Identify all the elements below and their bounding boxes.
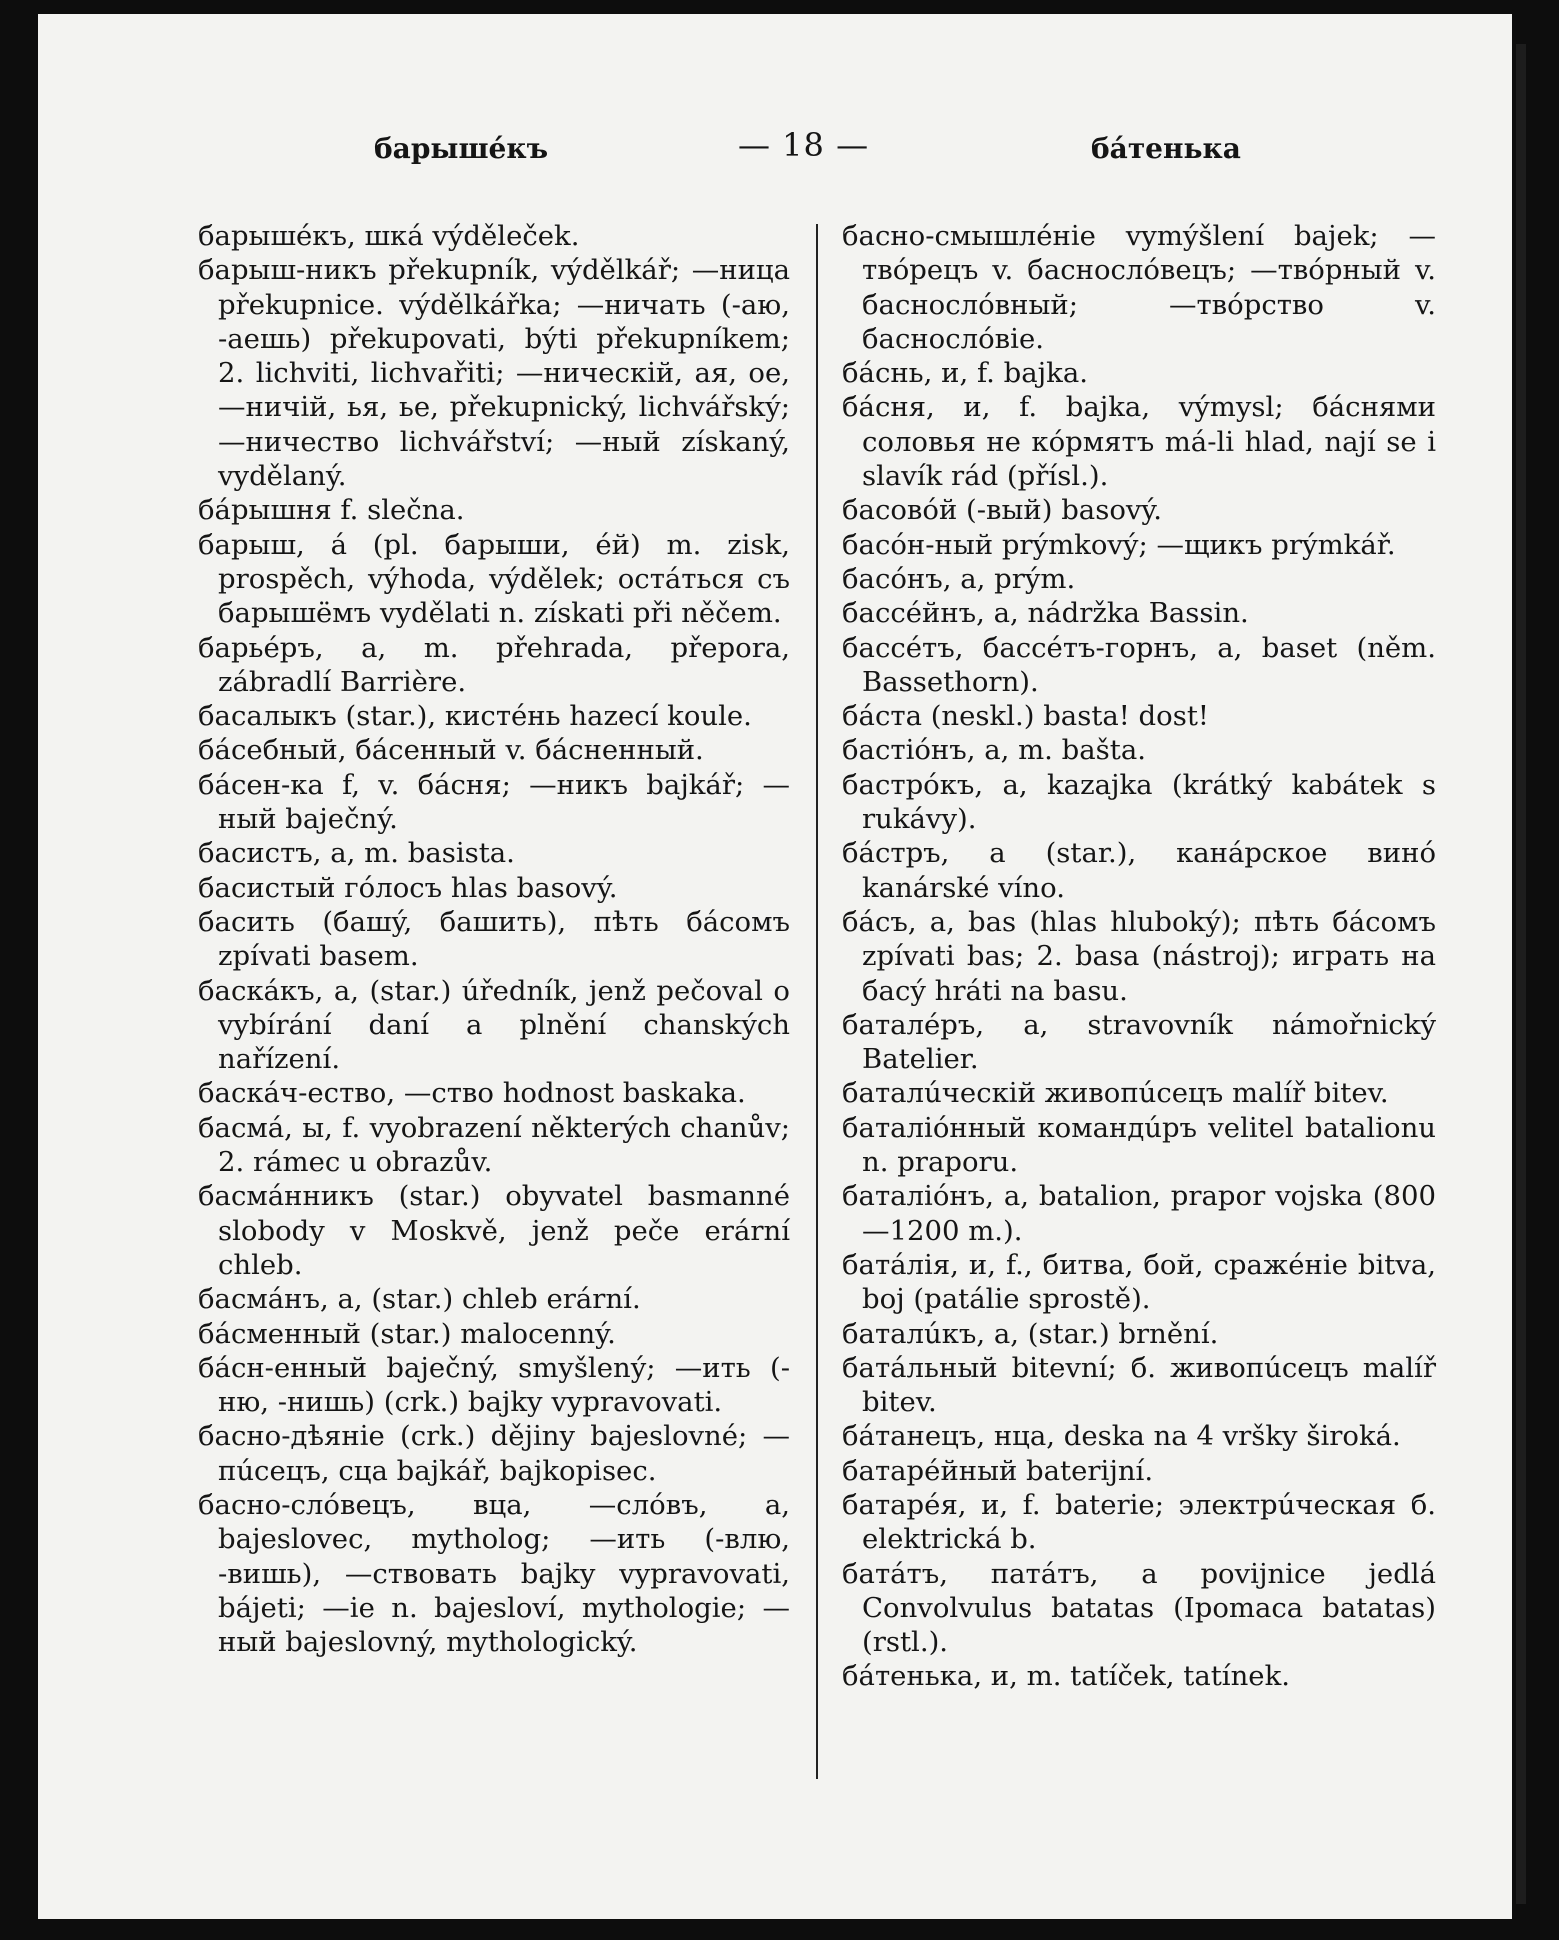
dictionary-entry: бáсебный, бáсенный v. бáсненный. [198, 734, 704, 767]
dictionary-entry: басовóй (-вый) basový. [842, 494, 1163, 527]
dictionary-entry: батарéйный baterijní. [842, 1454, 1154, 1487]
dictionary-entry: баталúкъ, a, (star.) brnění. [842, 1317, 1219, 1350]
dictionary-entry: баталіóнный командúръ velitel batalionu n. praporu. [842, 1111, 1436, 1179]
dictionary-entry: бáсъ, a, bas (hlas hluboký); пѣть бáсомъ zpívati bas; 2. basa (nástroj); играть на басý hráti na basu. [842, 905, 1436, 1007]
dictionary-entry: бáсня, и, f. bajka, výmysl; бáснями соловья не кóрмятъ má-li hlad, nají se i slavík rád (přísl.). [842, 391, 1436, 493]
dictionary-entry: батарéя, и, f. baterie; электрúческая б. elektrická b. [842, 1488, 1436, 1556]
dictionary-entry: басмá, ы, f. vyobrazení některých chanův; 2. rámec u obrazův. [198, 1111, 790, 1179]
dictionary-entry: бáснь, и, f. bajka. [842, 357, 1088, 390]
dictionary-entry: бассéйнъ, a, nádržka Bassin. [842, 597, 1249, 630]
dictionary-entry: баскáкъ, a, (star.) úředník, jenž pečoval o vybírání daní a plnění chanských nařízení. [198, 974, 790, 1076]
dictionary-entry: батáлія, и, f., битва, бой, сражéніе bitva, boj (patálie sprostě). [842, 1248, 1436, 1316]
dictionary-entry: басно-слóвецъ, вца, —слóвъ, a, bajeslovec, mytholog; —ить (-влю, -вишь), —ствовать bajky vypravovati, bájeti; —іе n. bajesloví, mythologie; —ный bajeslovný, mythologický. [198, 1488, 790, 1659]
page-number: — 18 — [738, 126, 870, 164]
dictionary-entry: бáсен-ка f, v. бáсня; —никъ bajkář; —ный baječný. [198, 768, 790, 836]
right-column [842, 219, 1436, 1694]
dictionary-entry: басить (башý, башить), пѣть бáсомъ zpívati basem. [198, 905, 790, 973]
dictionary-entry: басмáнъ, a, (star.) chleb erární. [198, 1283, 641, 1316]
dictionary-entry: басистъ, a, m. basista. [198, 837, 515, 870]
dictionary-entry: бáстръ, a (star.), канáрское винó kanárské víno. [842, 837, 1436, 904]
dictionary-entry: басистый гóлосъ hlas basový. [198, 871, 618, 904]
dictionary-entry: бáтанецъ, нца, deska na 4 vršky široká. [842, 1420, 1401, 1453]
dictionary-entry: баталіóнъ, a, batalion, prapor vojska (800—1200 m.). [842, 1180, 1436, 1247]
running-head-right: бáтенька [1091, 132, 1241, 165]
dictionary-entry: басóн-ный prýmkový; —щикъ prýmkář. [842, 528, 1396, 561]
dictionary-entry: басмáнникъ (star.) obyvatel basmanné slobody v Moskvě, jenž peče erární chleb. [198, 1180, 790, 1281]
dictionary-entry: баталúческій живопúсецъ malíř bitev. [842, 1077, 1389, 1110]
dictionary-entry: бáрышня f. slečna. [198, 494, 465, 527]
dictionary-entry: барыш, á (pl. барыши, éй) m. zisk, prospěch, výhoda, výdělek; остáться съ барышёмъ vydělati n. získati při něčem. [198, 528, 790, 630]
dictionary-entry: бастіóнъ, a, m. bašta. [842, 734, 1146, 767]
dictionary-entry: басалыкъ (star.), кистéнь hazecí koule. [198, 700, 752, 733]
dictionary-entry: баталéръ, a, stravovník námořnický Batelier. [842, 1008, 1436, 1076]
dictionary-entry: бассéтъ, бассéтъ-горнъ, a, baset (něm. Bassethorn). [842, 631, 1436, 698]
dictionary-entry: бáсменный (star.) malocenný. [198, 1317, 616, 1350]
dictionary-entry: бáтенька, и, m. tatíček, tatínek. [842, 1660, 1290, 1693]
running-head-left: барышéкъ [374, 132, 549, 165]
dictionary-entry: барыш-никъ překupník, výdělkář; —ница překupnice. výdělkářka; —ничать (-аю, -аешь) překupovati, býti překupníkem; 2. lichviti, lichvařiti; —ническій, ая, ое, —ничій, ья, ье, překupnický, lichvářský; —ничество lichvářství; —ный získaný, vydělaný. [198, 254, 790, 493]
dictionary-entry: барышéкъ, шкá výdělеček. [198, 220, 580, 252]
dictionary-page [38, 14, 1512, 1919]
dictionary-entry: басно-смышлéніе vymýšlení bajek; —твóрецъ v. баснослóвецъ; —твóрный v. баснослóвный; —твóрство v. баснослóвіе. [842, 220, 1436, 355]
left-column [198, 219, 790, 1659]
dictionary-entry: батáльный bitevní; б. живопúсецъ malíř bitev. [842, 1351, 1436, 1419]
page-edge-shadow [1516, 44, 1526, 1904]
dictionary-entry: бáста (neskl.) basta! dost! [842, 700, 1209, 733]
dictionary-entry: батáтъ, патáтъ, a povijnice jedlá Convolvulus batatas (Ipomaca batatas) (rstl.). [842, 1557, 1436, 1659]
dictionary-entry: барьéръ, a, m. přehrada, přepora, zábradlí Barrière. [198, 631, 790, 698]
column-divider [816, 224, 818, 1779]
dictionary-entry: басóнъ, a, prým. [842, 562, 1076, 595]
dictionary-entry: бáсн-енный baječný, smyšlený; —ить (-ню, -нишь) (crk.) bajky vypravovati. [198, 1351, 790, 1419]
dictionary-entry: басно-дѣяніе (crk.) dějiny bajeslovné; —пúсецъ, сца bajkář, bajkopisec. [198, 1420, 790, 1487]
dictionary-entry: баскáч-ество, —ство hodnost baskaka. [198, 1077, 746, 1110]
dictionary-entry: бастрóкъ, a, kazajka (krátký kabátek s rukávy). [842, 768, 1436, 836]
